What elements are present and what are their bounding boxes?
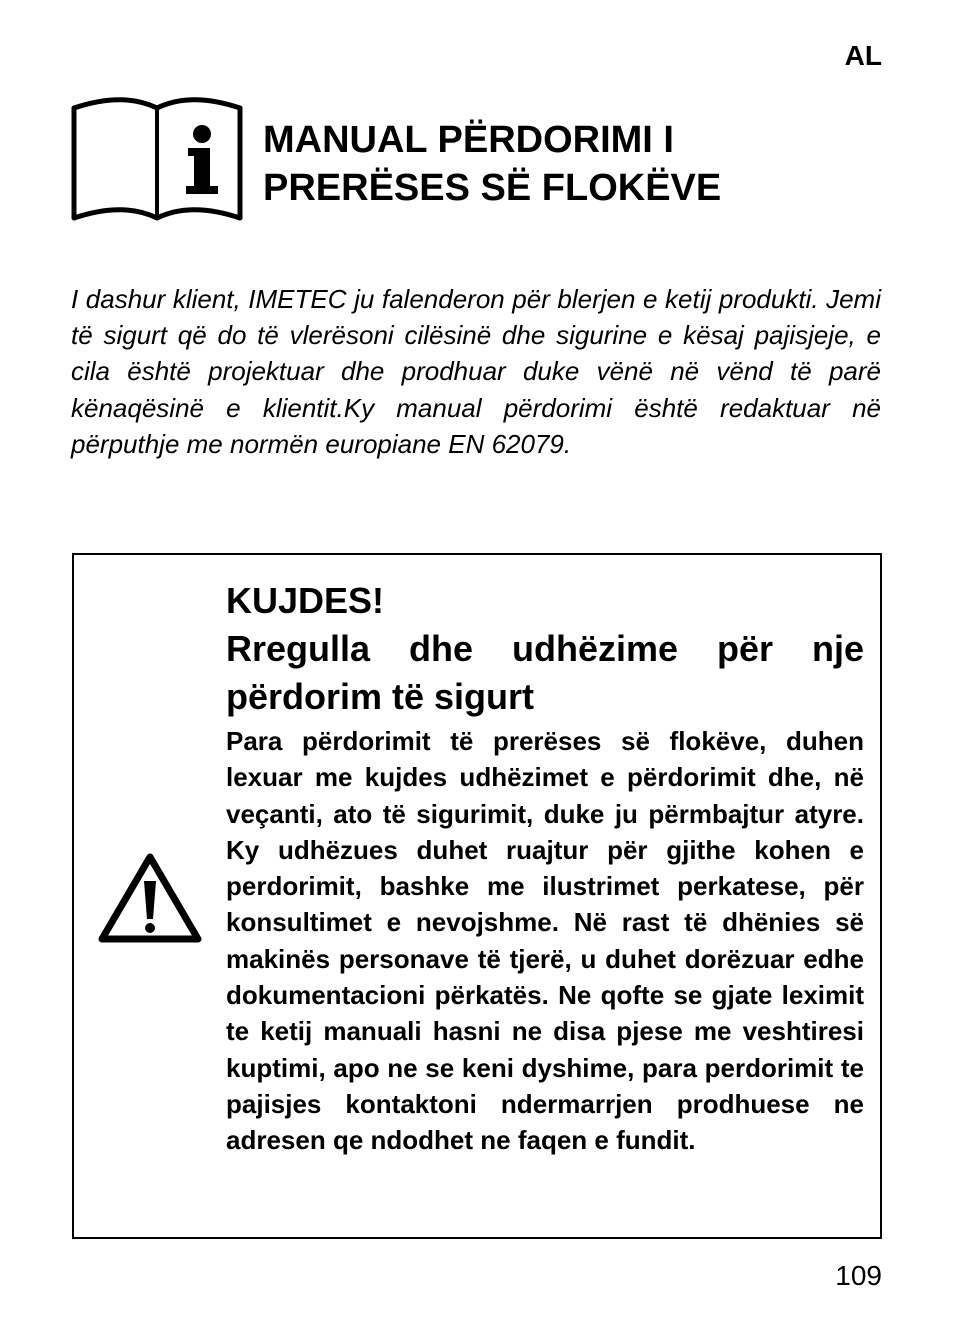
- warning-subtitle: Rregulla dhe udhëzime për nje përdorim të sigurt: [226, 628, 864, 717]
- warning-title: KUJDES!: [226, 580, 385, 621]
- title-line-2: PRERËSES SË FLOKËVE: [263, 167, 722, 209]
- info-book-icon: [70, 94, 244, 222]
- language-code: AL: [844, 40, 882, 71]
- warning-content: [226, 577, 864, 1159]
- title-line-1: MANUAL PËRDORIMI I: [263, 119, 674, 161]
- warning-triangle-icon: [96, 851, 204, 947]
- warning-body: Para përdorimit të prerëses së flokëve, duhen lexuar me kujdes udhëzimet e përdorimit dhe, në veçanti, ato të sigurimit, duke ju përmbajtur atyre. Ky udhëzues duhet ruajtur për gjithe kohen e perdorimit, bashke me ilustrimet perkatese, për konsultimet e nevojshme. Në rast të dhënies së makinës personave të tjerë, u duhet dorëzuar edhe dokumentacioni përkatës. Ne qofte se gjate leximit te ketij manuali hasni ne disa pjese me veshtiresi kuptimi, apo ne se keni dyshime, para perdorimit te pajisjes kontaktoni ndermarrjen prodhuese ne adresen qe ndodhet ne faqen e fundit.: [226, 726, 864, 1156]
- page-number: 109: [835, 1260, 882, 1291]
- warning-heading: [226, 577, 864, 721]
- page-title: [263, 116, 823, 212]
- intro-paragraph: I dashur klient, IMETEC ju falenderon për blerjen e ketij produkti. Jemi të sigurt që do të vlerësoni cilësinë dhe sigurine e kësaj pajisjeje, e cila është projektuar dhe prodhuar duke vënë në vënd të parë kënaqësinë e klientit.Ky manual përdorimi është redaktuar në përputhje me normën europiane EN 62079.: [71, 284, 881, 459]
- warning-box: [72, 553, 882, 1239]
